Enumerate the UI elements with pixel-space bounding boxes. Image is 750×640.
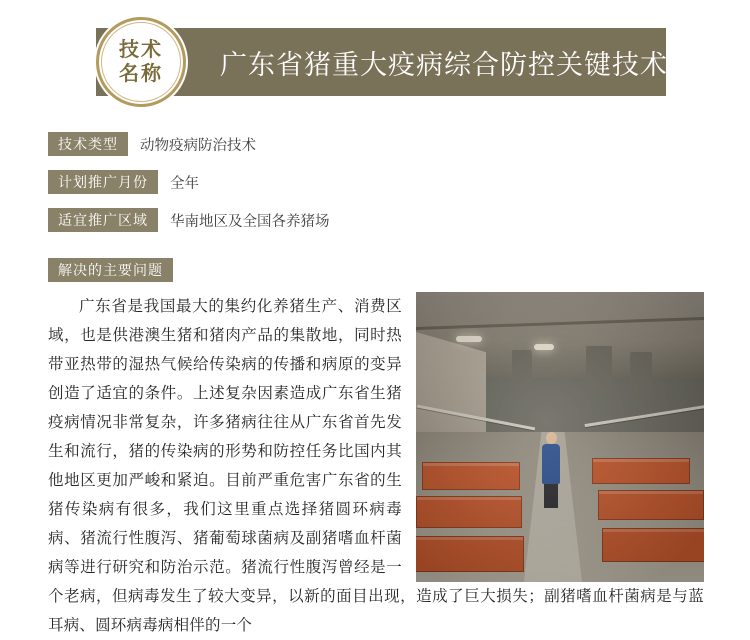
content-area — [48, 292, 704, 634]
technique-name-badge — [96, 17, 186, 107]
page-title: 广东省猪重大疫病综合防控关键技术 — [220, 49, 668, 80]
meta-list — [48, 132, 708, 246]
meta-row — [48, 132, 708, 156]
meta-value-technique-type: 动物疫病防治技术 — [140, 137, 256, 154]
section-label-main-problems: 解决的主要问题 — [48, 258, 173, 282]
meta-row — [48, 208, 708, 232]
badge-inner-ring — [101, 22, 181, 102]
meta-row — [48, 170, 708, 194]
badge-label-line2: 名称 — [119, 63, 163, 85]
photo-vignette — [416, 292, 704, 582]
meta-label-technique-type: 技术类型 — [48, 132, 128, 156]
meta-value-promotion-month: 全年 — [170, 175, 199, 192]
badge-label-line1: 技术 — [119, 39, 163, 61]
meta-label-promotion-region: 适宜推广区域 — [48, 208, 158, 232]
pig-farm-photo — [416, 292, 704, 582]
meta-value-promotion-region: 华南地区及全国各养猪场 — [170, 213, 330, 230]
body-paragraph: 广东省是我国最大的集约化养猪生产、消费区域，也是供港澳生猪和猪肉产品的集散地，同时热带亚热带的湿热气候给传染病的传播和病原的变异创造了适宜的条件。上述复杂因素造成广东省生猪疫病情况非常复杂，许多猪病往往从广东省首先发生和流行，猪的传染病的形势和防控任务比国内其他地区更加严峻和紧迫。目前严重危害广东省的生猪传染病有很多，我们这里重点选择猪圆环病毒病、猪流行性腹泻、猪葡萄球菌病及副猪嗜血杆菌病等进行研究和防治示范。猪流行性腹泻曾经是一个老病，但病毒发生了较大变异，以新的面目出现，造成了巨大损失；副猪嗜血杆菌病是与蓝耳病、圆环病毒病相伴的一个 — [48, 298, 704, 634]
meta-label-promotion-month: 计划推广月份 — [48, 170, 158, 194]
